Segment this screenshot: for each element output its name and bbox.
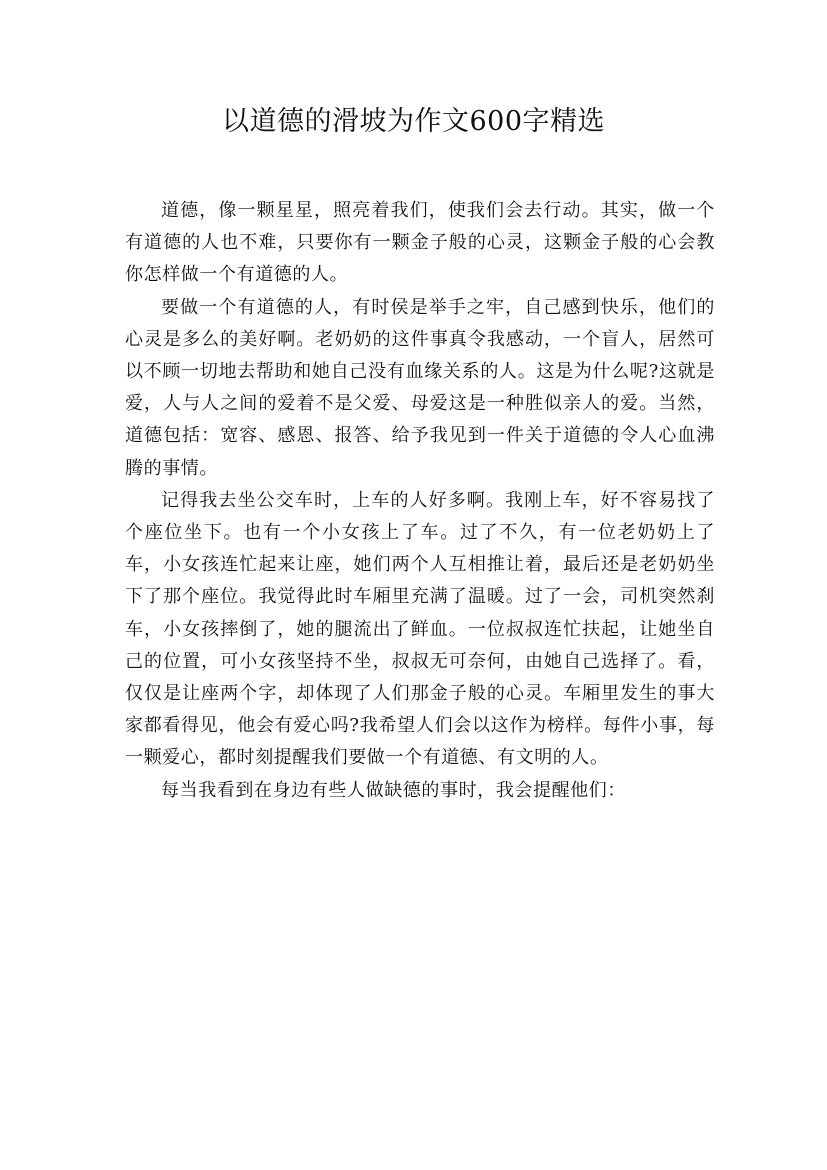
paragraph-1: 道德，像一颗星星，照亮着我们，使我们会去行动。其实，做一个有道德的人也不难，只要你有一颗金子般的心灵，这颗金子般的心会教你怎样做一个有道德的人。 xyxy=(125,200,715,286)
paragraph-3: 记得我去坐公交车时，上车的人好多啊。我刚上车，好不容易找了个座位坐下。也有一个小女孩上了车。过了不久，有一位老奶奶上了车，小女孩连忙起来让座，她们两个人互相推让着，最后还是老奶奶坐下了那个座位。我觉得此时车厢里充满了温暖。过了一会，司机突然刹车，小女孩摔倒了，她的腿流出了鲜血。一位叔叔连忙扶起，让她坐自己的位置，可小女孩坚持不坐，叔叔无可奈何，由她自己选择了。看，仅仅是让座两个字，却体现了人们那金子般的心灵。车厢里发生的事大家都看得见，他会有爱心吗?我希望人们会以这作为榜样。每件小事，每一颗爱心，都时刻提醒我们要做一个有道德、有文明的人。 xyxy=(125,489,715,769)
document-body xyxy=(125,195,715,807)
document-title: 以道德的滑坡为作文600字精选 xyxy=(221,106,606,137)
paragraph-4: 每当我看到在身边有些人做缺德的事时，我会提醒他们： xyxy=(161,779,626,801)
paragraph-2: 要做一个有道德的人，有时侯是举手之牢，自己感到快乐，他们的心灵是多么的美好啊。老奶奶的这件事真令我感动，一个盲人，居然可以不顾一切地去帮助和她自己没有血缘关系的人。这是为什么呢?这就是爱，人与人之间的爱着不是父爱、母爱这是一种胜似亲人的爱。当然，道德包括：宽容、感恩、报答、给予我见到一件关于道德的令人心血沸腾的事情。 xyxy=(125,296,715,479)
